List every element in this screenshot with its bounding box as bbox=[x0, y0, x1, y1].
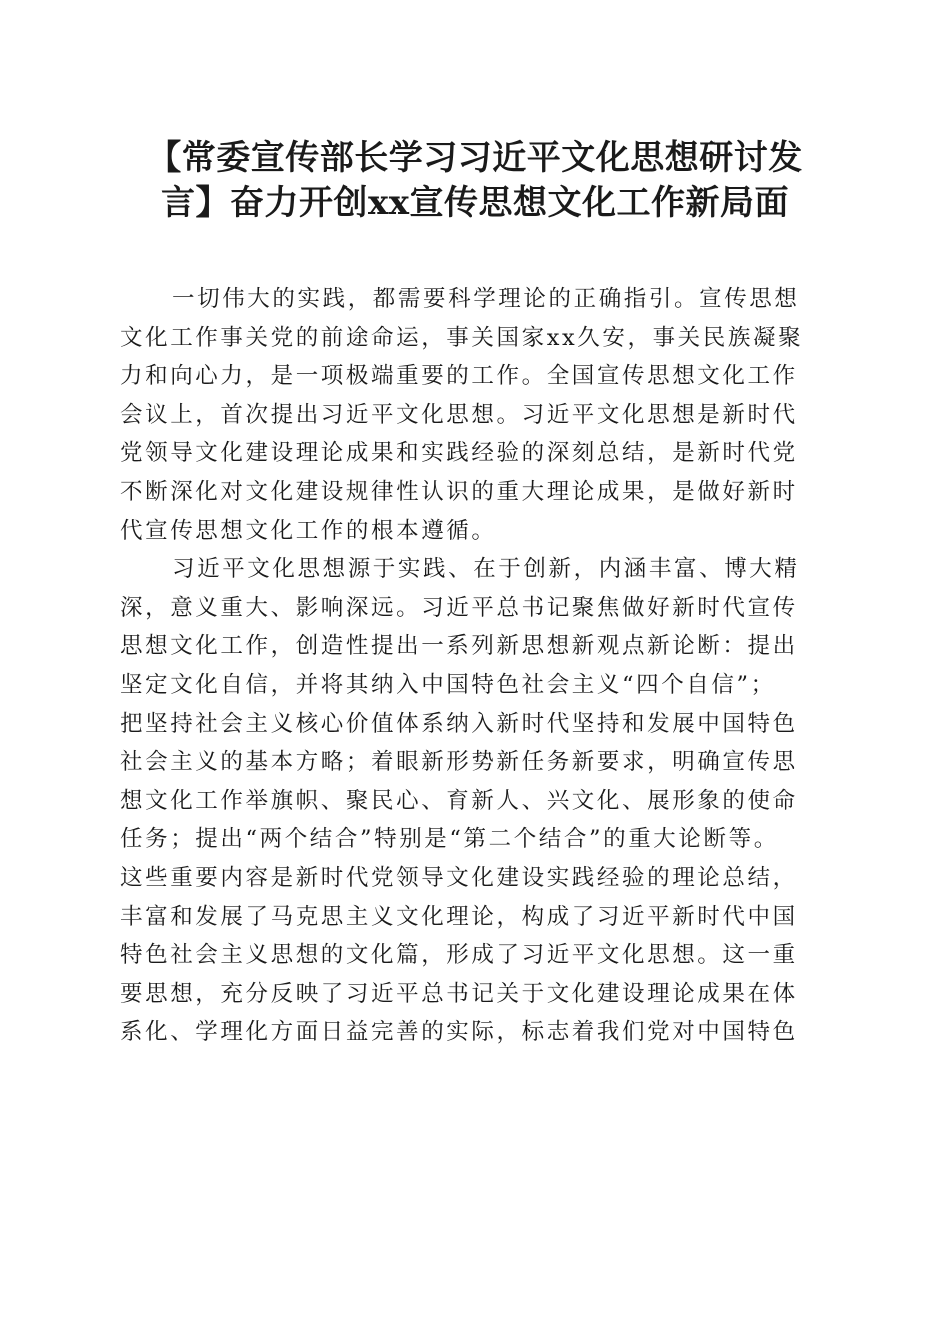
paragraph-2-line: 深，意义重大、影响深远。习近平总书记聚焦做好新时代宣传 bbox=[120, 594, 798, 621]
paragraph-1-line: 代宣传思想文化工作的根本遵循。 bbox=[120, 517, 497, 544]
paragraph-2-line: 要思想，充分反映了习近平总书记关于文化建设理论成果在体 bbox=[120, 980, 798, 1007]
paragraph-2-line: 任务；提出“两个结合”特别是“第二个结合”的重大论断等。 bbox=[120, 826, 779, 853]
paragraph-1 bbox=[120, 280, 840, 550]
paragraph-1-line: 一切伟大的实践，都需要科学理论的正确指引。宣传思想 bbox=[172, 286, 800, 312]
document-body bbox=[120, 280, 840, 1052]
paragraph-1-line: 会议上，首次提出习近平文化思想。习近平文化思想是新时代 bbox=[120, 401, 798, 428]
paragraph-2-line: 丰富和发展了马克思主义文化理论，构成了习近平新时代中国 bbox=[120, 903, 798, 930]
paragraph-1-line: 不断深化对文化建设规律性认识的重大理论成果，是做好新时 bbox=[120, 478, 798, 505]
paragraph-1-line: 党领导文化建设理论成果和实践经验的深刻总结，是新时代党 bbox=[120, 440, 798, 467]
paragraph-2-line: 系化、学理化方面日益完善的实际，标志着我们党对中国特色 bbox=[120, 1019, 798, 1046]
paragraph-2-line: 坚定文化自信，并将其纳入中国特色社会主义“四个自信”； bbox=[120, 671, 776, 698]
paragraph-2-line: 把坚持社会主义核心价值体系纳入新时代坚持和发展中国特色 bbox=[120, 710, 798, 737]
title-line-2: 言】奋力开创xx宣传思想文化工作新局面 bbox=[160, 183, 790, 223]
paragraph-2-line: 想文化工作举旗帜、聚民心、育新人、兴文化、展形象的使命 bbox=[120, 787, 798, 814]
paragraph-2-line: 这些重要内容是新时代党领导文化建设实践经验的理论总结， bbox=[120, 864, 798, 891]
paragraph-1-line: 文化工作事关党的前途命运，事关国家xx久安，事关民族凝聚 bbox=[120, 324, 804, 351]
document-title bbox=[120, 136, 830, 226]
paragraph-2-line: 特色社会主义思想的文化篇，形成了习近平文化思想。这一重 bbox=[120, 942, 798, 969]
paragraph-2-line: 社会主义的基本方略；着眼新形势新任务新要求，明确宣传思 bbox=[120, 749, 798, 776]
paragraph-1-line: 力和向心力，是一项极端重要的工作。全国宣传思想文化工作 bbox=[120, 363, 798, 390]
title-line-1: 【常委宣传部长学习习近平文化思想研讨发 bbox=[147, 138, 803, 178]
paragraph-2-line: 习近平文化思想源于实践、在于创新，内涵丰富、博大精 bbox=[172, 556, 800, 583]
paragraph-2 bbox=[120, 550, 840, 1052]
paragraph-2-line: 思想文化工作，创造性提出一系列新思想新观点新论断：提出 bbox=[120, 633, 798, 660]
